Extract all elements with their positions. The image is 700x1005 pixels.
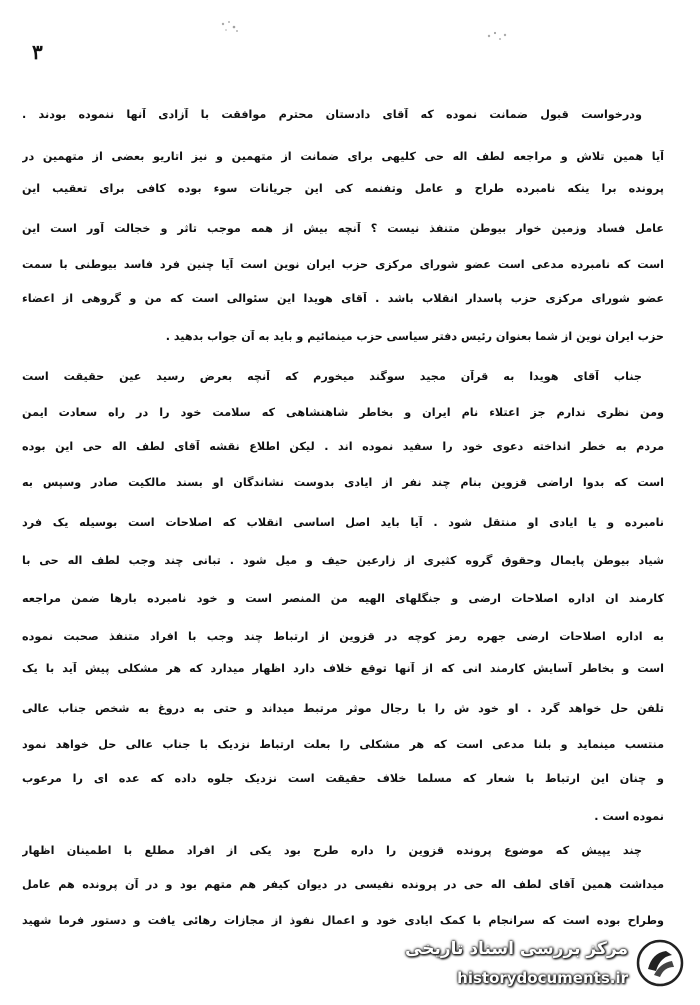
scan-speck [218,18,242,36]
page-number: ٣ [32,40,43,64]
text-line: و چنان این ارتباط با شعار که مسلما خلاف حقیقت است نزدیک جلوه داده که عده ای را مرعوب [22,772,664,785]
text-line: مردم به خطر انداخته دعوی خود را سفید نموده اند . لیکن اطلاع نقشه آقای لطف اله حی این بوده [22,440,664,453]
text-line: وطراح بوده است که سرانجام با کمک ایادی خود و اعمال نفوذ از مجازات رهائی یافت و دستور فرما شهید [22,914,664,927]
scan-speck [485,28,509,46]
watermark-title: مرکز بررسی اسناد تاریخی [405,939,628,959]
text-line: منتسب مینماید و بلنا مدعی است که هر مشکلی را بعلت ارتباط نزدیک با جناب عالی حل خواهد نمود [22,738,664,751]
text-line: ودرخواست قبول ضمانت نموده که آقای دادستان محترم موافقت با آزادی آنها ننموده بودند . [22,108,642,121]
text-line: حزب ایران نوین از شما بعنوان رئیس دفتر سیاسی حزب مینمائیم و باید به آن جواب بدهید . [165,330,664,343]
text-line: آیا همین تلاش و مراجعه لطف اله حی کلیهی برای ضمانت از متهمین و نیز اتاریو بعضی از متهمین در [22,150,664,163]
text-line: است که بدوا اراضی قزوین بنام چند نفر از ایادی بدوست نشاندگان او بسند مالکیت صادر وسپس به [22,476,664,489]
text-line: ومن نظری ندارم جز اعتلاء نام ایران و بخاطر شاهنشاهی که سلامت خود را در راه سعادت ایمن [22,406,664,419]
archive-logo-icon [636,939,684,987]
text-line: کارمند ان اداره اصلاحات ارضی و جنگلهای الهیه من المنصر است و خود نامبرده بارها ضمن مراجعه [22,592,664,605]
text-line: جناب آقای هویدا به قرآن مجید سوگند میخورم که آنچه بعرض رسید عین حقیقت است [22,370,642,383]
watermark-url: historydocuments.ir [457,969,628,987]
text-line: عضو شورای مرکزی حزب پاسدار انقلاب باشد . آقای هویدا این سئوالی است که من و گروهی از اعضاء [22,292,664,305]
text-line: پرونده برا ینکه نامبرده طراح و عامل وتفنمه کی این جریانات سوء بوده کافی برای تعقیب این [22,182,664,195]
text-line: است که نامبرده مدعی است عضو شورای مرکزی حزب ایران نوین است آیا چنین فرد فاسد بیوطنی با سمت [22,258,664,271]
text-line: نامبرده و یا ایادی او منتقل شود . آیا باید اصل اساسی انقلاب که اصلاحات است بوسیله یک فرد [22,516,664,529]
text-line: تلفن حل خواهد گرد . او خود ش را با رجال موثر مرتبط میداند و حتی به دروغ به شخص جناب عالی [22,702,664,715]
text-line: به اداره اصلاحات ارضی جهره رمز کوچه در قزوین از ارتباط چند وجب با افراد متنفذ صحبت نموده [22,630,664,643]
text-line: نموده است . [594,810,664,823]
text-line: است و بخاطر آسایش کارمند انی که از آنها توقع خلاف دارد اظهار میدارد که هر مشکلی پیش آید با یک [22,662,664,675]
text-line: عامل فساد وزمین خوار بیوطن متنفذ نیست ؟ آنچه بیش از همه موجب تاثر و خجالت آور است این [22,222,664,235]
text-line: چند یپیش که موضوع پرونده قزوین را داره طرح بود یکی از افراد مطلع با اطمینان اظهار [22,844,642,857]
text-line: میداشت همین آقای لطف اله حی در پرونده نفیسی در دیوان کیفر هم متهم بود و در آن پرونده هم عامل [22,878,664,891]
text-line: شیاد بیوطن پایمال وحقوق گروه کثیری از زارعین حیف و میل شود . تبانی چند وجب لطف اله حی با [22,554,664,567]
watermark [394,935,684,995]
